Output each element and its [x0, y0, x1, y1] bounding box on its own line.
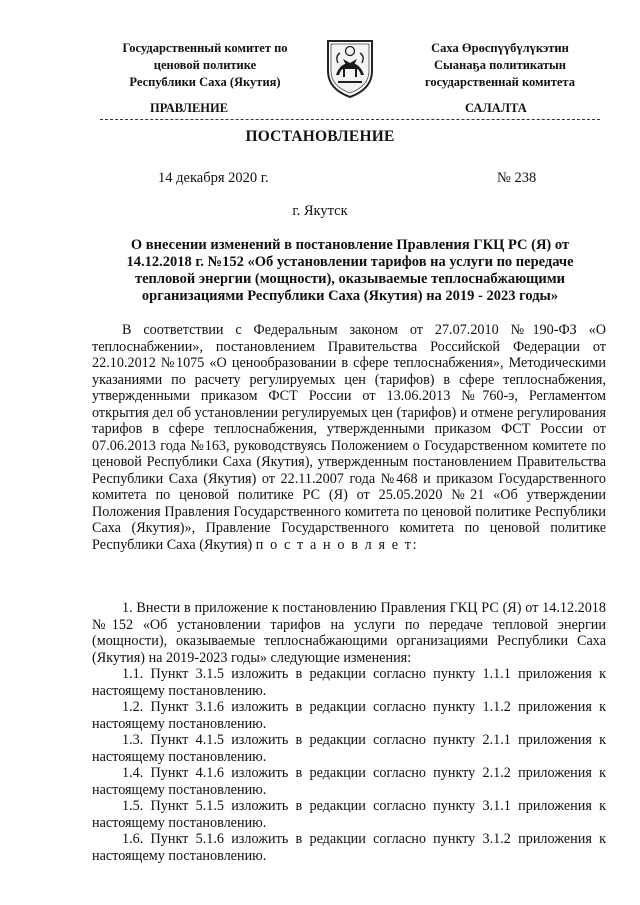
- subitem-paragraph: 1.4. Пункт 4.1.6 изложить в редакции согласно пункту 2.1.2 приложения к настоящему постановлению.: [92, 765, 606, 798]
- subitem-paragraph: 1.6. Пункт 5.1.6 изложить в редакции согласно пункту 3.1.2 приложения к настоящему постановлению.: [92, 831, 606, 864]
- issuer-line: Саха Өрөспүүбүлүкэтин: [431, 41, 569, 55]
- header-divider: [100, 119, 600, 120]
- issuer-line: ценовой политике: [153, 58, 257, 72]
- document-heading: [100, 237, 600, 305]
- issuer-line: Сыанаҕа политикатын: [434, 58, 566, 72]
- document-type: ПОСТАНОВЛЕНИЕ: [245, 128, 395, 145]
- decree-word: п о с т а н о в л я е т:: [255, 536, 419, 553]
- preamble-text: В соответствии с Федеральным законом от 27.07.2010 №190-ФЗ «О теплоснабжении», постановлением Правительства Российской Федерации от 22.10.2012 №1075 «О ценообразовании в сфере теплоснабжения», Методическими указаниями по расчету регулируемых цен (тарифов) в сфере теплоснабжения, утвержденными приказом ФСТ России от 13.06.2013 №760-э, Регламентом открытия дел об установлении регулируемых цен (тарифов) и отмене регулирования тарифов в сфере теплоснабжения, утвержденными приказом ФСТ России от 07.06.2013 года №163, руководствуясь Положением о Государственном комитете по ценовой Республики Саха (Якутия), утвержденным постановлением Правительства Республики Саха (Якутия) от 22.11.2007 года №468 и приказом Государственного комитета по ценовой политике РС (Я) от 25.05.2020 №21 «Об утверждении Положения Правления Государственного комитета по ценовой политике Республики Саха (Якутия)», Правление Государственного комитета по ценовой политике Республики Саха (Якутия): [92, 322, 606, 553]
- department-label-russian: ПРАВЛЕНИЕ: [150, 101, 229, 115]
- heading-line: 14.12.2018 г. №152 «Об установлении тарифов на услуги по передаче: [126, 254, 574, 270]
- issuer-line: Государственный комитет по: [122, 41, 288, 55]
- document-date: 14 декабря 2020 г.: [158, 170, 269, 186]
- preamble-paragraph: [92, 322, 606, 553]
- heading-line: организациями Республики Саха (Якутия) на 2019 - 2023 годы»: [141, 288, 559, 304]
- subitem-paragraph: 1.3. Пункт 4.1.5 изложить в редакции согласно пункту 2.1.1 приложения к настоящему постановлению.: [92, 732, 606, 765]
- issuer-line: государственнай комитета: [425, 75, 575, 89]
- issuer-line: Республики Саха (Якутия): [129, 75, 281, 89]
- coat-of-arms-icon: [320, 37, 380, 99]
- department-label-yakut: САЛАЛТА: [465, 101, 527, 115]
- preamble-section: [92, 322, 606, 553]
- issuer-name-russian: [100, 40, 310, 91]
- document-number: № 238: [497, 170, 537, 186]
- subitem-paragraph: 1.1. Пункт 3.1.5 изложить в редакции согласно пункту 1.1.1 приложения к настоящему постановлению.: [92, 666, 606, 699]
- heading-line: О внесении изменений в постановление Правления ГКЦ РС (Я) от: [130, 237, 570, 253]
- subitem-paragraph: 1.5. Пункт 5.1.5 изложить в редакции согласно пункту 3.1.1 приложения к настоящему постановлению.: [92, 798, 606, 831]
- item-paragraph: 1. Внести в приложение к постановлению Правления ГКЦ РС (Я) от 14.12.2018 №152 «Об установлении тарифов на услуги по передаче тепловой энергии (мощности), оказываемые теплоснабжающими организациями Республики Саха (Якутия) на 2019-2023 годы» следующие изменения:: [92, 600, 606, 666]
- subitem-paragraph: 1.2. Пункт 3.1.6 изложить в редакции согласно пункту 1.1.2 приложения к настоящему постановлению.: [92, 699, 606, 732]
- items-section: [92, 600, 606, 864]
- heading-line: тепловой энергии (мощности), оказываемые теплоснабжающими: [135, 271, 565, 287]
- issuer-name-yakut: [400, 40, 600, 91]
- document-city: г. Якутск: [292, 203, 348, 219]
